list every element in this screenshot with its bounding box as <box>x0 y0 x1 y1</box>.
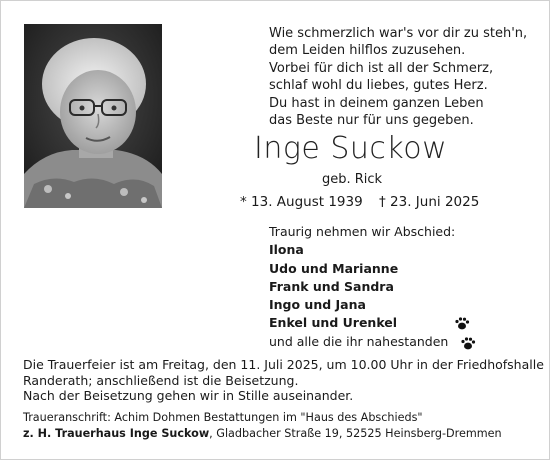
address-recipient: z. H. Trauerhaus Inge Suckow <box>23 426 210 440</box>
mourner-name: Enkel und Urenkel <box>269 315 398 331</box>
poem-line: Vorbei für dich ist all der Schmerz, <box>269 60 494 76</box>
funeral-info-line: Randerath; anschließend ist die Beisetzung. <box>23 372 299 388</box>
maiden-name: geb. Rick <box>322 172 383 187</box>
mourning-address <box>23 410 533 441</box>
mourner-name: Ilona <box>269 242 304 258</box>
portrait-photo <box>24 24 162 208</box>
death-date: † 23. Juni 2025 <box>379 194 480 210</box>
life-dates <box>240 194 491 210</box>
address-street: , Gladbacher Straße 19, 52525 Heinsberg-Dremmen <box>209 426 502 440</box>
poem-line: das Beste nur für uns gegeben. <box>269 113 474 129</box>
funeral-info-line: Die Trauerfeier ist am Freitag, den 11. Juli 2025, um 10.00 Uhr in der Friedhofshalle <box>23 357 544 372</box>
poem-line: Du hast in deinem ganzen Leben <box>269 95 484 111</box>
mourners-list <box>269 223 455 351</box>
mourner-name: Ingo und Jana <box>269 297 366 313</box>
birth-date: * 13. August 1939 <box>240 194 363 210</box>
poem <box>269 25 539 129</box>
poem-line: schlaf wohl du liebes, gutes Herz. <box>269 78 488 94</box>
poem-line: Wie schmerzlich war's vor dir zu steh'n, <box>269 26 528 41</box>
poem-line: dem Leiden hilflos zuzusehen. <box>269 43 466 59</box>
address-line-1: Traueranschrift: Achim Dohmen Bestattungen im "Haus des Abschieds" <box>23 411 423 424</box>
paw-prints-icon <box>453 315 483 355</box>
mourner-name: Udo und Marianne <box>269 260 399 276</box>
address-line-2 <box>23 426 533 442</box>
mourners-intro: Traurig nehmen wir Abschied: <box>269 224 456 239</box>
mourner-name: Frank und Sandra <box>269 278 394 294</box>
mourners-closing: und alle die ihr nahestanden <box>269 333 449 349</box>
funeral-info-line: Nach der Beisetzung gehen wir in Stille auseinander. <box>23 388 354 404</box>
deceased-name: Inge Suckow <box>254 131 448 166</box>
funeral-info <box>23 357 544 404</box>
